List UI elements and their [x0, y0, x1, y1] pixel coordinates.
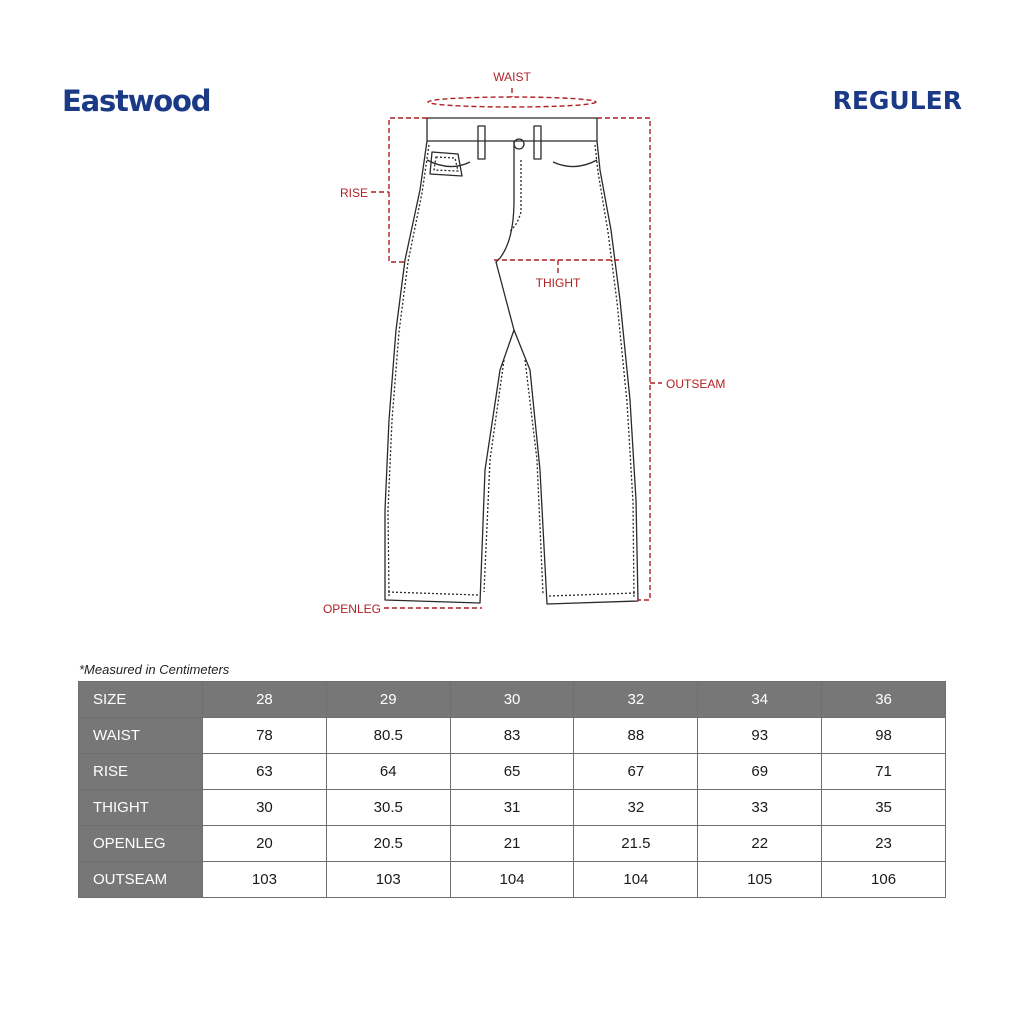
table-cell: 104: [574, 862, 698, 898]
outseam-label: OUTSEAM: [666, 377, 726, 391]
table-cell: 20.5: [326, 826, 450, 862]
measurement-note: *Measured in Centimeters: [79, 662, 230, 677]
table-cell: 35: [822, 790, 946, 826]
size-chart-table: [78, 681, 946, 898]
table-cell: 88: [574, 718, 698, 754]
table-cell: 93: [698, 718, 822, 754]
table-cell: 65: [450, 754, 574, 790]
table-cell: 83: [450, 718, 574, 754]
table-cell: 69: [698, 754, 822, 790]
row-label: RISE: [79, 754, 203, 790]
size-header-label: SIZE: [79, 682, 203, 718]
rise-measure-line: [389, 118, 427, 262]
size-header-cell: 28: [203, 682, 327, 718]
table-cell: 64: [326, 754, 450, 790]
table-cell: 21.5: [574, 826, 698, 862]
waist-measure-line: [428, 97, 596, 107]
table-row-rise: [79, 754, 946, 790]
table-cell: 78: [203, 718, 327, 754]
table-cell: 104: [450, 862, 574, 898]
table-cell: 33: [698, 790, 822, 826]
table-cell: 23: [822, 826, 946, 862]
table-cell: 63: [203, 754, 327, 790]
table-cell: 31: [450, 790, 574, 826]
size-header-cell: 32: [574, 682, 698, 718]
row-label: THIGHT: [79, 790, 203, 826]
table-cell: 103: [203, 862, 327, 898]
table-cell: 22: [698, 826, 822, 862]
row-label: OUTSEAM: [79, 862, 203, 898]
brand-logo: Eastwood: [62, 84, 211, 118]
rise-label: RISE: [339, 186, 368, 200]
table-row-waist: [79, 718, 946, 754]
table-cell: 71: [822, 754, 946, 790]
outseam-measure-line: [597, 118, 650, 600]
size-header-cell: 29: [326, 682, 450, 718]
table-cell: 30: [203, 790, 327, 826]
size-header-cell: 36: [822, 682, 946, 718]
table-cell: 103: [326, 862, 450, 898]
waist-label: WAIST: [493, 70, 531, 84]
row-label: WAIST: [79, 718, 203, 754]
fit-title: REGULER: [832, 86, 962, 115]
table-cell: 21: [450, 826, 574, 862]
table-row-thight: [79, 790, 946, 826]
table-cell: 98: [822, 718, 946, 754]
row-label: OPENLEG: [79, 826, 203, 862]
openleg-label: OPENLEG: [322, 602, 381, 616]
table-cell: 20: [203, 826, 327, 862]
table-cell: 80.5: [326, 718, 450, 754]
table-row-outseam: [79, 862, 946, 898]
thight-label: THIGHT: [535, 276, 581, 290]
table-cell: 106: [822, 862, 946, 898]
size-header-row: [79, 682, 946, 718]
size-header-cell: 34: [698, 682, 822, 718]
table-cell: 105: [698, 862, 822, 898]
table-cell: 32: [574, 790, 698, 826]
jeans-outline: [385, 118, 638, 604]
size-header-cell: 30: [450, 682, 574, 718]
table-cell: 30.5: [326, 790, 450, 826]
table-cell: 67: [574, 754, 698, 790]
table-row-openleg: [79, 826, 946, 862]
